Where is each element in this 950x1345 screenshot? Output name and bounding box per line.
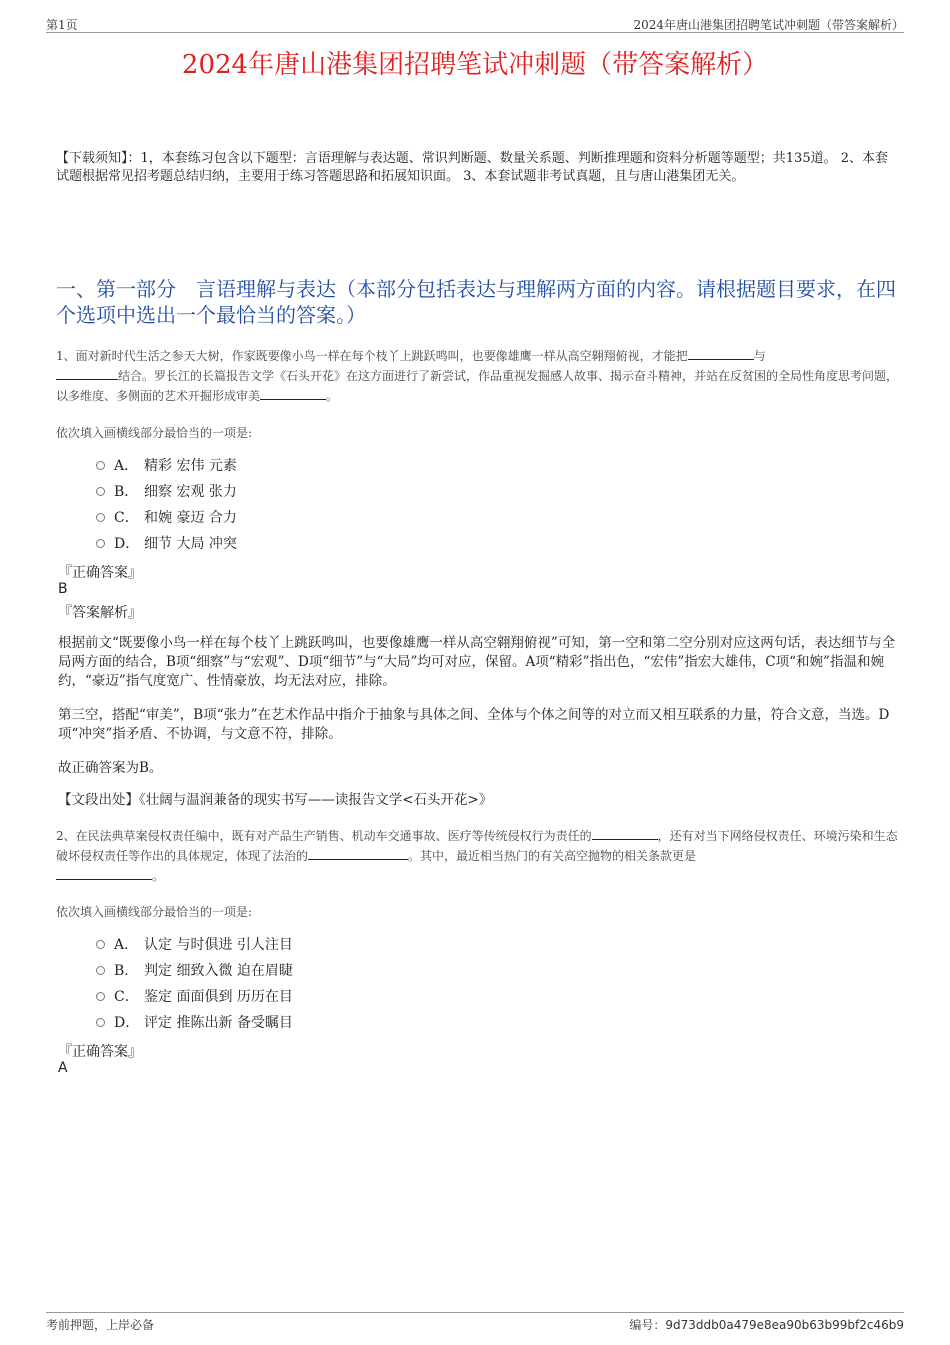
radio-icon[interactable] <box>96 487 105 496</box>
question-1-stem <box>56 346 898 406</box>
option-letter: C． <box>114 510 139 526</box>
fill-blank <box>260 387 326 400</box>
analysis-paragraph: 第三空，搭配“审美”，B项“张力”在艺术作品中指介于抽象与具体之间、全体与个体之间等的对立而又相互联系的力量，符合文意，当选。D项“冲突”指矛盾、不协调，与文意不符，排除。 <box>58 707 890 742</box>
header-doc-name: 2024年唐山港集团招聘笔试冲刺题（带答案解析） <box>633 18 904 32</box>
option-text: 细节 大局 冲突 <box>144 536 237 552</box>
q2-stem-part: 2、在民法典草案侵权责任编中，既有对产品生产销售、机动车交通事故、医疗等传统侵权行为责任的 <box>56 829 592 843</box>
footer-code-label: 编号： <box>629 1318 666 1332</box>
question-2-prompt: 依次填入画横线部分最恰当的一项是: <box>56 905 253 919</box>
option-a[interactable] <box>96 452 496 478</box>
radio-icon[interactable] <box>96 966 105 975</box>
question-1-options <box>96 452 496 556</box>
option-letter: B． <box>114 484 139 500</box>
option-d[interactable] <box>96 1009 496 1035</box>
fill-blank <box>308 847 408 860</box>
option-text: 评定 推陈出新 备受瞩目 <box>144 1015 293 1031</box>
option-text: 鉴定 面面俱到 历历在目 <box>144 989 293 1005</box>
analysis-label: 『答案解析』 <box>58 605 142 621</box>
document-title: 2024年唐山港集团招聘笔试冲刺题（带答案解析） <box>181 50 769 80</box>
option-b[interactable] <box>96 957 496 983</box>
radio-icon[interactable] <box>96 539 105 548</box>
radio-icon[interactable] <box>96 1018 105 1027</box>
analysis-paragraph: 根据前文“既要像小鸟一样在每个枝丫上跳跃鸣叫，也要像雄鹰一样从高空翱翔俯视”可知，第一空和第二空分别对应这两句话，表达细节与全局两方面的结合，B项“细察”与“宏观”、D项“细节”与“大局”均可对应，保留。A项“精彩”指出色，“宏伟”指宏大雄伟，C项“和婉”指温和婉约，“豪迈”指气度宽广、性情豪放，均无法对应，排除。 <box>58 635 896 689</box>
option-letter: A． <box>114 458 139 474</box>
q1-stem-part: 1、面对新时代生活之参天大树，作家既要像小鸟一样在每个枝丫上跳跃鸣叫，也要像雄鹰一样从高空翱翔俯视，才能把 <box>56 349 688 363</box>
analysis-conclusion: 故正确答案为B。 <box>58 760 163 776</box>
q1-stem-part: 。 <box>326 389 339 403</box>
correct-answer: B <box>58 581 68 597</box>
q2-stem-part: 。 <box>152 869 165 883</box>
q1-stem-part: 结合。罗长江的长篇报告文学《石头开花》在这方面进行了新尝试，作品重视发掘感人故事、揭示奋斗精神，并站在反贫困的全局性角度思考问题，以多维度、多侧面的艺术开掘形成审美 <box>56 369 899 403</box>
correct-answer: A <box>58 1060 68 1076</box>
option-text: 认定 与时俱进 引人注目 <box>144 937 293 953</box>
option-letter: A． <box>114 937 139 953</box>
footer-code-value: 9d73ddb0a479e8ea90b63b99bf2c46b9 <box>665 1318 904 1332</box>
section-heading: 一、第一部分 言语理解与表达（本部分包括表达与理解两方面的内容。请根据题目要求，在四个选项中选出一个最恰当的答案。） <box>56 277 896 327</box>
option-text: 和婉 豪迈 合力 <box>144 510 237 526</box>
option-d[interactable] <box>96 530 496 556</box>
fill-blank <box>56 367 118 380</box>
correct-answer-label: 『正确答案』 <box>58 1044 142 1060</box>
fill-blank <box>56 867 152 880</box>
option-text: 细察 宏观 张力 <box>144 484 237 500</box>
fill-blank <box>592 827 658 840</box>
option-text: 判定 细致入微 迫在眉睫 <box>144 963 293 979</box>
q2-stem-part: 。其中，最近相当热门的有关高空抛物的相关条款更是 <box>408 849 697 863</box>
question-1-prompt: 依次填入画横线部分最恰当的一项是: <box>56 426 253 440</box>
correct-answer-label: 『正确答案』 <box>58 565 142 581</box>
option-letter: B． <box>114 963 139 979</box>
option-c[interactable] <box>96 504 496 530</box>
q2-stem-part: ，还有对当下网络侵权责任、环境污染和生态破坏侵权责任等作出的具体规定，体现了法治的 <box>56 829 898 863</box>
option-letter: C． <box>114 989 139 1005</box>
option-letter: D． <box>114 536 140 552</box>
question-2-options <box>96 931 496 1035</box>
radio-icon[interactable] <box>96 461 105 470</box>
download-notice: 【下载须知】：1，本套练习包含以下题型：言语理解与表达题、常识判断题、数量关系题、判断推理题和资料分析题等题型；共135道。 2、本套试题根据常见招考题总结归纳，主要用于练习答题思路和拓展知识面。 3、本套试题非考试真题，且与唐山港集团无关。 <box>56 151 888 184</box>
source-citation: 【文段出处】《壮阔与温润兼备的现实书写——读报告文学<石头开花>》 <box>58 792 493 808</box>
option-b[interactable] <box>96 478 496 504</box>
option-letter: D． <box>114 1015 140 1031</box>
page-number: 第1页 <box>46 18 78 32</box>
fill-blank <box>688 347 754 360</box>
radio-icon[interactable] <box>96 513 105 522</box>
radio-icon[interactable] <box>96 940 105 949</box>
footer-code <box>629 1316 904 1333</box>
option-a[interactable] <box>96 931 496 957</box>
question-2-stem <box>56 826 898 886</box>
option-text: 精彩 宏伟 元素 <box>144 458 237 474</box>
page-footer <box>46 1312 904 1332</box>
radio-icon[interactable] <box>96 992 105 1001</box>
page-header <box>46 14 904 33</box>
option-c[interactable] <box>96 983 496 1009</box>
q1-stem-part: 与 <box>753 349 766 363</box>
footer-slogan: 考前押题，上岸必备 <box>46 1318 155 1332</box>
